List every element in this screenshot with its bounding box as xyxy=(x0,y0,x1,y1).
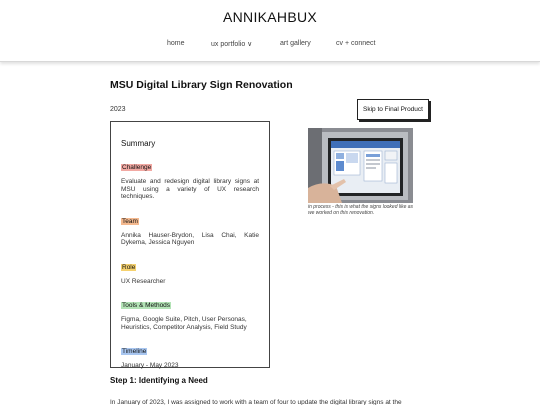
site-header xyxy=(0,0,540,62)
step-1-paragraph: In January of 2023, I was assigned to work with a team of four to update the digital library signs at the xyxy=(110,399,402,405)
challenge-label: Challenge xyxy=(122,164,152,171)
challenge-text: Evaluate and redesign digital library signs at MSU using a variety of UX research techniques. xyxy=(121,178,259,200)
tools-label: Tools & Methods xyxy=(122,302,171,309)
main-nav xyxy=(0,40,540,52)
library-sign-photo xyxy=(308,128,413,203)
summary-heading: Summary xyxy=(121,139,156,148)
site-title[interactable]: ANNIKAHBUX xyxy=(222,9,318,25)
skip-to-final-product-button[interactable]: Skip to Final Product xyxy=(357,99,429,120)
project-year: 2023 xyxy=(110,106,126,113)
timeline-text: January - May 2023 xyxy=(121,362,179,369)
nav-home[interactable]: home xyxy=(167,40,185,47)
role-text: UX Researcher xyxy=(121,277,166,285)
tools-text: Figma, Google Suite, Pitch, User Personas, Heuristics, Competitor Analysis, Field Study xyxy=(121,316,247,331)
team-label: Team xyxy=(122,217,138,225)
library-sign-illustration xyxy=(308,128,413,203)
timeline-label: Timeline xyxy=(122,348,147,355)
nav-art-gallery[interactable]: art gallery xyxy=(280,40,311,47)
nav-ux-portfolio[interactable]: ux portfolio ∨ xyxy=(211,41,253,48)
nav-cv-connect[interactable]: cv + connect xyxy=(336,40,376,47)
summary-box xyxy=(110,121,270,368)
role-label: Role xyxy=(122,263,136,271)
team-text: Annika Hauser-Brydon, Lisa Chai, Katie Dykema, Jessica Nguyen xyxy=(121,231,259,246)
page-title: MSU Digital Library Sign Renovation xyxy=(110,79,293,91)
photo-caption: in process - this is what the signs looked like as we worked on this renovation. xyxy=(308,204,414,216)
step-1-heading: Step 1: Identifying a Need xyxy=(110,376,208,385)
